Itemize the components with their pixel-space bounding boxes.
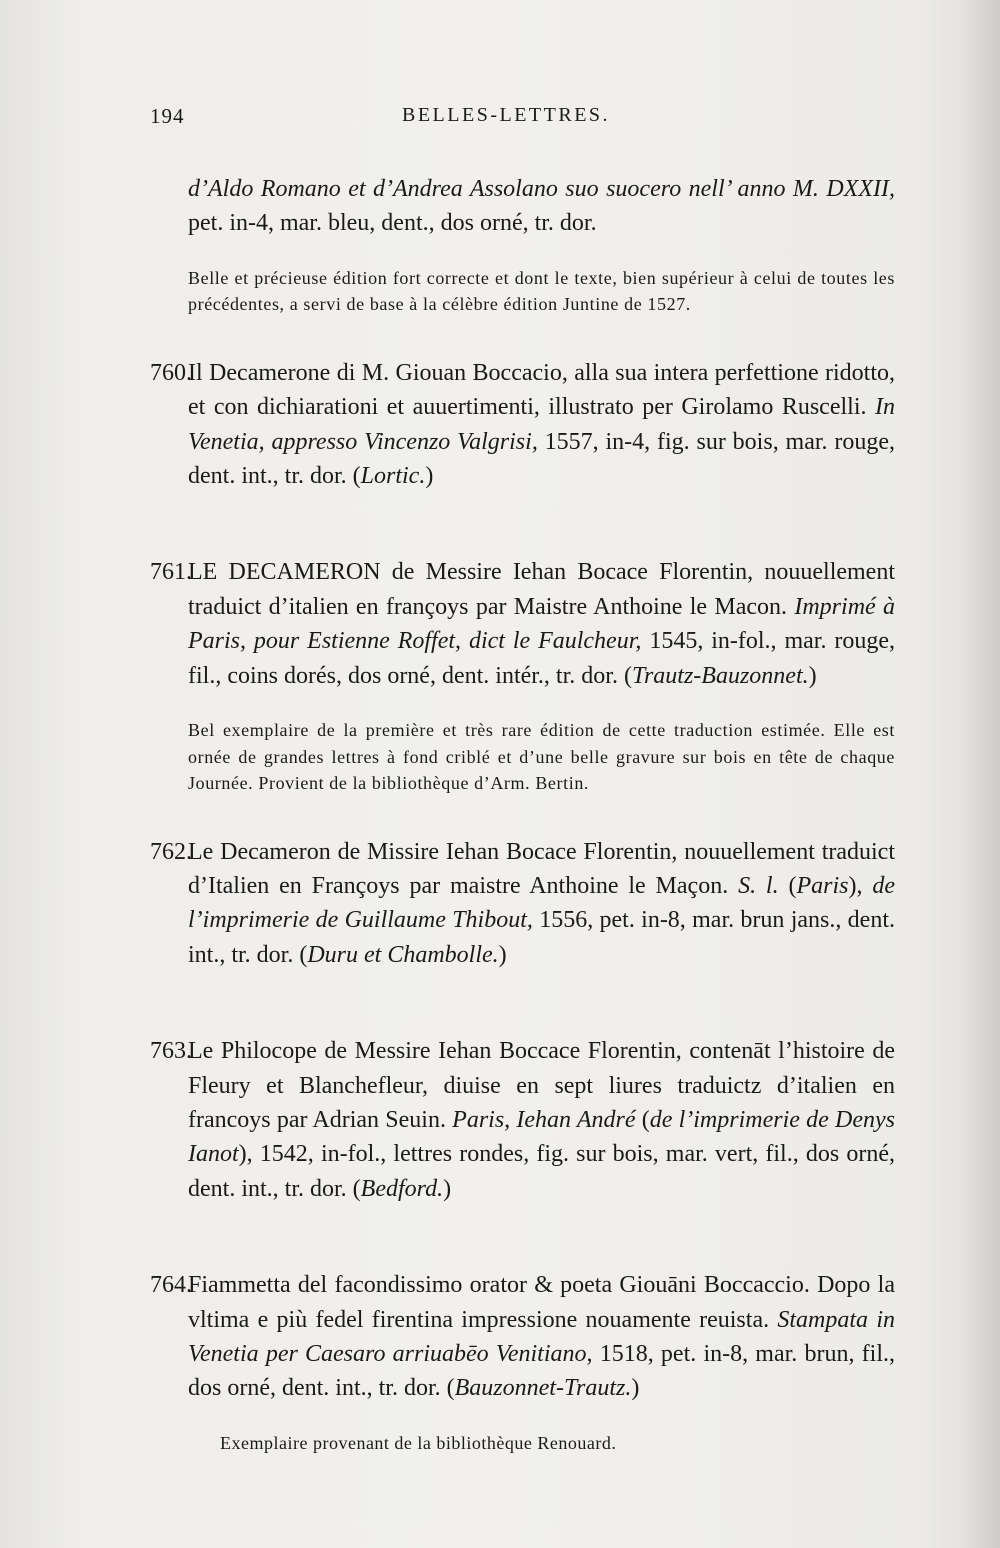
entry-roman: LE DECAMERON de Messire Iehan Bocace Florentin, nouuellement traduict d’italien en françoys par Maistre Anthoine le Macon. xyxy=(188,559,895,620)
entry-roman: ), 1542, in-fol., lettres rondes, fig. sur bois, mar. vert, fil., dos orné, dent. int., tr. dor. ( xyxy=(188,1141,895,1202)
entry-text xyxy=(150,555,895,693)
entry-759-continuation xyxy=(150,172,895,318)
entry-roman: ) xyxy=(425,463,434,490)
entry-number: 761. xyxy=(150,559,192,586)
entry-roman: ) xyxy=(631,1375,640,1402)
entry-roman: pet. in-4, mar. bleu, dent., dos orné, tr. dor. xyxy=(188,210,597,237)
entry-italic: Lortic. xyxy=(360,463,426,490)
entry-roman: 1557, in-4, fig. sur bois, mar. rouge, dent. int., tr. dor. ( xyxy=(188,428,896,490)
entry-text xyxy=(150,172,895,241)
entry-roman: Le Philocope de Messire Iehan Boccace Florentin, contenāt l’histoire de Fleury et Blanchefleur, diuise en sept liures traduictz d’italien en francoys par Adrian Seuin. xyxy=(188,1038,895,1133)
entry-roman: 1518, pet. in-8, mar. brun, fil., dos orné, dent. int., tr. dor. ( xyxy=(188,1341,895,1402)
page-header xyxy=(150,104,895,138)
entry-text xyxy=(150,1034,895,1206)
entry-italic: Paris, Iehan André xyxy=(452,1107,636,1133)
running-title: BELLES-LETTRES. xyxy=(402,104,611,126)
entry-text xyxy=(150,1268,895,1406)
entry-italic: Imprimé à Paris, pour Estienne Roffet, dict le Faulcheur, xyxy=(188,593,895,655)
entry-italic: de l’imprimerie de Guillaume Thibout, xyxy=(188,872,895,934)
entry-760 xyxy=(150,356,895,494)
entry-764 xyxy=(150,1268,895,1456)
entry-note: Belle et précieuse édition fort correcte et dont le texte, bien supérieur à celui de toutes les précédentes, a servi de base à la célèbre édition Juntine de 1527. xyxy=(188,267,895,315)
entry-roman: ( xyxy=(778,872,797,899)
entry-roman: ) xyxy=(808,662,817,689)
entry-762 xyxy=(150,835,895,973)
entry-number: 764. xyxy=(150,1272,192,1299)
entry-note: Exemplaire provenant de la bibliothèque Renouard. xyxy=(220,1432,617,1453)
entry-italic: S. l. xyxy=(738,872,779,899)
entry-761 xyxy=(150,555,895,796)
entry-roman: ) xyxy=(498,941,507,968)
entry-number: 760. xyxy=(150,359,192,386)
page-number: 194 xyxy=(150,104,185,128)
entry-italic: In Venetia, appresso Vincenzo Valgrisi, xyxy=(188,394,895,455)
entry-roman: Fiammetta del facondissimo orator & poeta Giouāni Boccaccio. Dopo la vltima e più fedel firentina impressione nouamente reuista. xyxy=(188,1272,895,1333)
entry-text xyxy=(150,356,895,494)
catalogue-entries xyxy=(150,148,895,1456)
entry-note: Bel exemplaire de la première et très rare édition de cette traduction estimée. Elle est ornée de grandes lettres à fond criblé et d’une belle gravure sur bois en tête de chaque Journée. Provient de la bibliothèque d’Arm. Bertin. xyxy=(188,720,895,794)
entry-italic: Duru et Chambolle. xyxy=(307,941,499,968)
entry-italic: Bedford. xyxy=(360,1175,444,1202)
page-edge-shadow xyxy=(960,0,1000,1548)
entry-roman: 1545, in-fol., mar. rouge, fil., coins dorés, dos orné, dent. intér., tr. dor. ( xyxy=(188,628,896,689)
entry-roman: ), xyxy=(848,872,873,899)
entry-italic: Paris xyxy=(796,872,849,899)
entry-italic: Stampata in Venetia per Caesaro arriuabēo Venitiano, xyxy=(188,1306,895,1368)
entry-roman: 1556, pet. in-8, mar. brun jans., dent. int., tr. dor. ( xyxy=(188,907,896,968)
entry-italic: Bauzonnet-Trautz. xyxy=(454,1375,632,1402)
entry-number: 762. xyxy=(150,838,192,865)
entry-roman: ( xyxy=(635,1107,650,1133)
entry-text xyxy=(150,835,895,973)
entry-italic: Trautz-Bauzonnet. xyxy=(631,662,809,689)
entry-roman: Il Decamerone di M. Giouan Boccacio, alla sua intera perfettione ridotto, et con dichiarationi et auuertimenti, illustrato per Girolamo Ruscelli. xyxy=(188,359,895,421)
entry-number: 763. xyxy=(150,1038,192,1065)
entry-italic: d’Aldo Romano et d’Andrea Assolano suo suocero nell’ anno M. DXXII, xyxy=(188,176,895,202)
entry-roman: ) xyxy=(443,1175,452,1202)
entry-italic: de l’imprimerie de Denys Ianot xyxy=(188,1107,895,1168)
entry-roman: Le Decameron de Missire Iehan Bocace Florentin, nouuellement traduict d’Italien en Françoys par maistre Anthoine le Maçon. xyxy=(188,838,895,899)
entry-763 xyxy=(150,1034,895,1206)
